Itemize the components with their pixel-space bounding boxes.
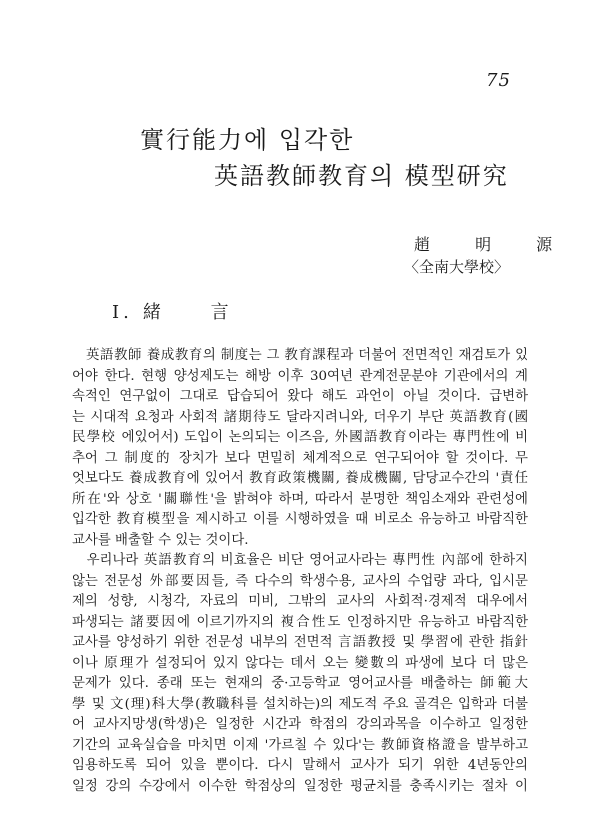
text-line: 속적인 연구없이 그대로 답습되어 왔다 해도 과언이 아닐 것이다. 급변하 — [72, 389, 528, 404]
text-line: 제의 성향, 시청각, 자료의 미비, 그밖의 교사의 사회적·경제적 대우에서 — [72, 594, 528, 609]
article-title-line-2: 英語教師教育의 模型研究 — [214, 162, 509, 190]
text-line: 기간의 교육실습을 마치면 이제 '가르칠 수 있다'는 教師資格證을 발부하고 — [72, 737, 528, 753]
text-line: 는 시대적 요청과 사회적 諸期待도 달라지려니와, 더우기 부단 英語教育(國 — [72, 409, 528, 425]
text-line: 일정 강의 수강에서 이수한 학점상의 일정한 평균치를 충족시키는 절차 이 — [72, 778, 528, 794]
author-affiliation: 〈全南大學校〉 — [404, 258, 510, 276]
section-heading — [112, 298, 251, 324]
page-number: 75 — [486, 70, 511, 91]
text-line: 民學校 에있어서) 도입이 논의되는 이즈음, 外國語教育이라는 專門性에 비 — [72, 430, 528, 445]
text-line: 英語教師 養成教育의 制度는 그 教育課程과 더불어 전면적인 재검토가 있 — [72, 348, 528, 363]
text-line: 엇보다도 養成教育에 있어서 教育政策機關, 養成機關, 담당교수간의 '責任 — [72, 471, 528, 486]
text-line: 임용하도록 되어 있을 뿐이다. 다시 말해서 교사가 되기 위한 4년동안의 — [72, 758, 528, 773]
text-line: 學 및 文(理)科大學(教職科를 설치하는)의 제도적 주요 골격은 입학과 더불 — [72, 696, 528, 712]
text-line: 교사를 양성하기 위한 전문성 내부의 전면적 言語教授 및 學習에 관한 指針 — [72, 635, 528, 650]
article-title-line-1: 實行能力에 입각한 — [140, 126, 355, 154]
text-line: 입각한 教育模型을 제시하고 이를 시행하였을 때 비로소 유능하고 바람직한 — [72, 512, 528, 527]
text-line: 파생되는 諸要因에 이르기까지의 複合性도 인정하지만 유능하고 바람직한 — [72, 614, 528, 630]
text-line: 문제가 있다. 종래 또는 현재의 중·고등학교 영어교사를 배출하는 師範大 — [72, 676, 528, 691]
text-line: 어야 한다. 현행 양성제도는 해방 이후 30여년 관계전문분야 기관에서의 계 — [72, 368, 528, 384]
section-number: Ⅰ. — [112, 302, 133, 323]
text-line: 어 교사지망생(학생)은 일정한 시간과 학점의 강의과목을 이수하고 일정한 — [72, 717, 528, 732]
text-line: 추어 그 制度的 장치가 보다 면밀히 체계적으로 연구되어야 할 것이다. 무 — [72, 450, 528, 466]
text-line: 우리나라 英語教育의 비효율은 비단 영어교사라는 專門性 內部에 한하지 — [72, 553, 528, 568]
text-line: 않는 전문성 外部要因들, 즉 다수의 학생수용, 교사의 수업량 과다, 입시문 — [72, 573, 528, 589]
paragraph-1 — [72, 346, 528, 551]
paragraph-2 — [72, 551, 528, 797]
author-name: 趙 明 源 — [414, 235, 573, 254]
text-line: 所在'와 상호 '關聯性'을 밝혀야 하며, 따라서 분명한 책임소재와 관련성에 — [72, 491, 528, 507]
body-text — [72, 346, 528, 797]
text-line: 교사를 배출할 수 있는 것이다. — [72, 532, 249, 548]
text-line: 이나 原理가 설정되어 있지 않다는 데서 오는 變數의 파생에 보다 더 많은 — [72, 655, 528, 671]
section-title: 緒 言 — [142, 302, 251, 323]
